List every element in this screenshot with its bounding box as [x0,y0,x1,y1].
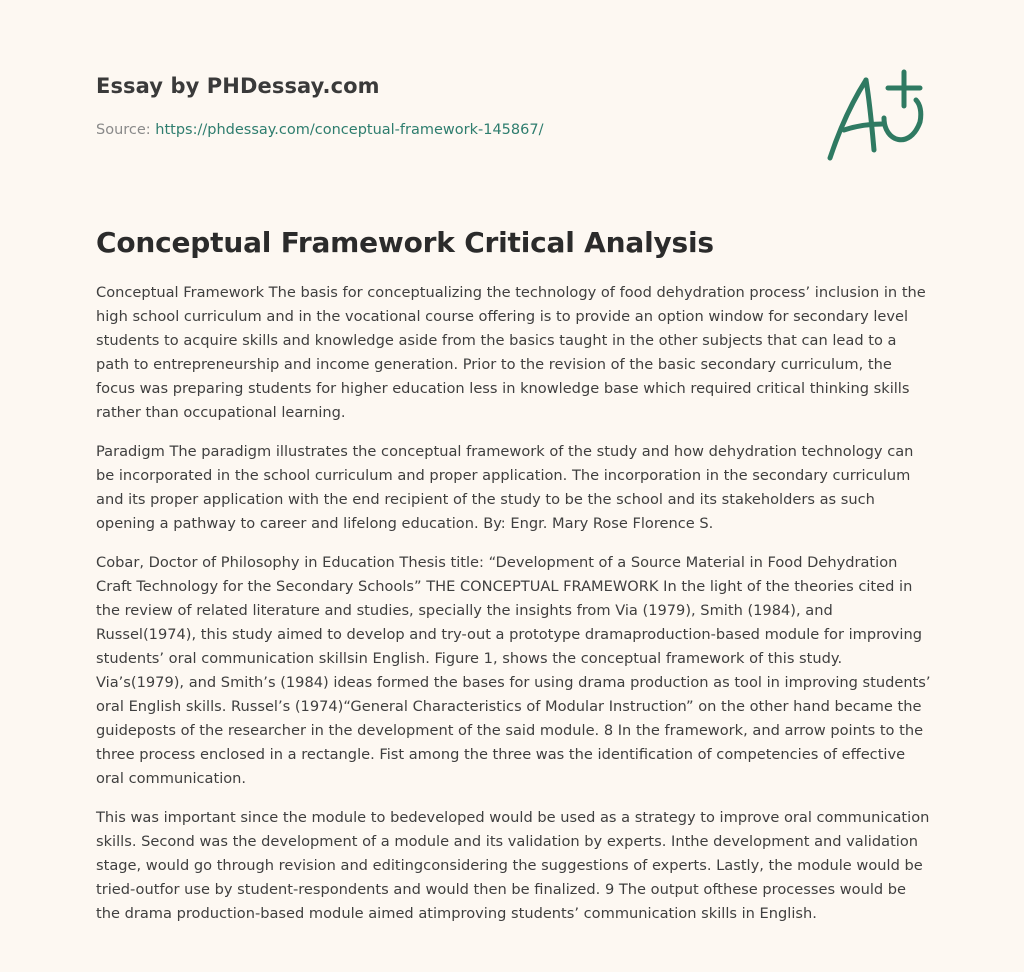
source-label: Source: [96,122,156,138]
article-paragraph: Conceptual Framework The basis for conceptualizing the technology of food dehydration process’ inclusion in the high school curriculum and in the vocational course offering is to provide an option window for secondary level students to acquire skills and knowledge aside from the basics taught in the other subjects that can lead to a path to entrepreneurship and income generation. Prior to the revision of the basic secondary curriculum, the focus was preparing students for higher education less in knowledge base which required critical thinking skills rather than occupational learning. [96,284,926,421]
essay-header [96,74,796,138]
essay-article [96,226,932,941]
source-line [96,122,796,138]
article-paragraph: Paradigm The paradigm illustrates the conceptual framework of the study and how dehydration technology can be incorporated in the school curriculum and proper application. The incorporation in the secondary curriculum and its proper application with the end recipient of the study to be the school and its stakeholders as such opening a pathway to career and lifelong education. By: Engr. Mary Rose Florence S. [96,443,914,532]
source-link[interactable]: https://phdessay.com/conceptual-framework-145867/ [155,122,544,138]
site-title: Essay by PHDessay.com [96,74,380,98]
article-paragraph: This was important since the module to bedeveloped would be used as a strategy to improve oral communication skills. Second was the development of a module and its validation by experts. Inthe development and validation stage, would go through revision and editingconsidering the suggestions of experts. Lastly, the module would be tried-outfor use by student-respondents and would then be finalized. 9 The output ofthese processes would be the drama production-based module aimed atimproving students’ communication skills in English. [96,809,930,922]
article-paragraph: Cobar, Doctor of Philosophy in Education Thesis title: “Development of a Source Material in Food Dehydration Craft Technology for the Secondary Schools” THE CONCEPTUAL FRAMEWORK In the light of the theories cited in the review of related literature and studies, specially the insights from Via (1979), Smith (1984), and Russel(1974), this study aimed to develop and try-out a prototype dramaproduction-based module for improving students’ oral communication skillsin English. Figure 1, shows the conceptual framework of this study. Via’s(1979), and Smith’s (1984) ideas formed the bases for using drama production as tool in improving students’ oral English skills. Russel’s (1974)“General Characteristics of Modular Instruction” on the other hand became the guideposts of the researcher in the development of the said module. 8 In the framework, and arrow points to the three process enclosed in a rectangle. Fist among the three was the identification of competencies of effective oral communication. [96,554,931,787]
article-title: Conceptual Framework Critical Analysis [96,226,714,259]
a-plus-grade-icon [822,66,930,166]
